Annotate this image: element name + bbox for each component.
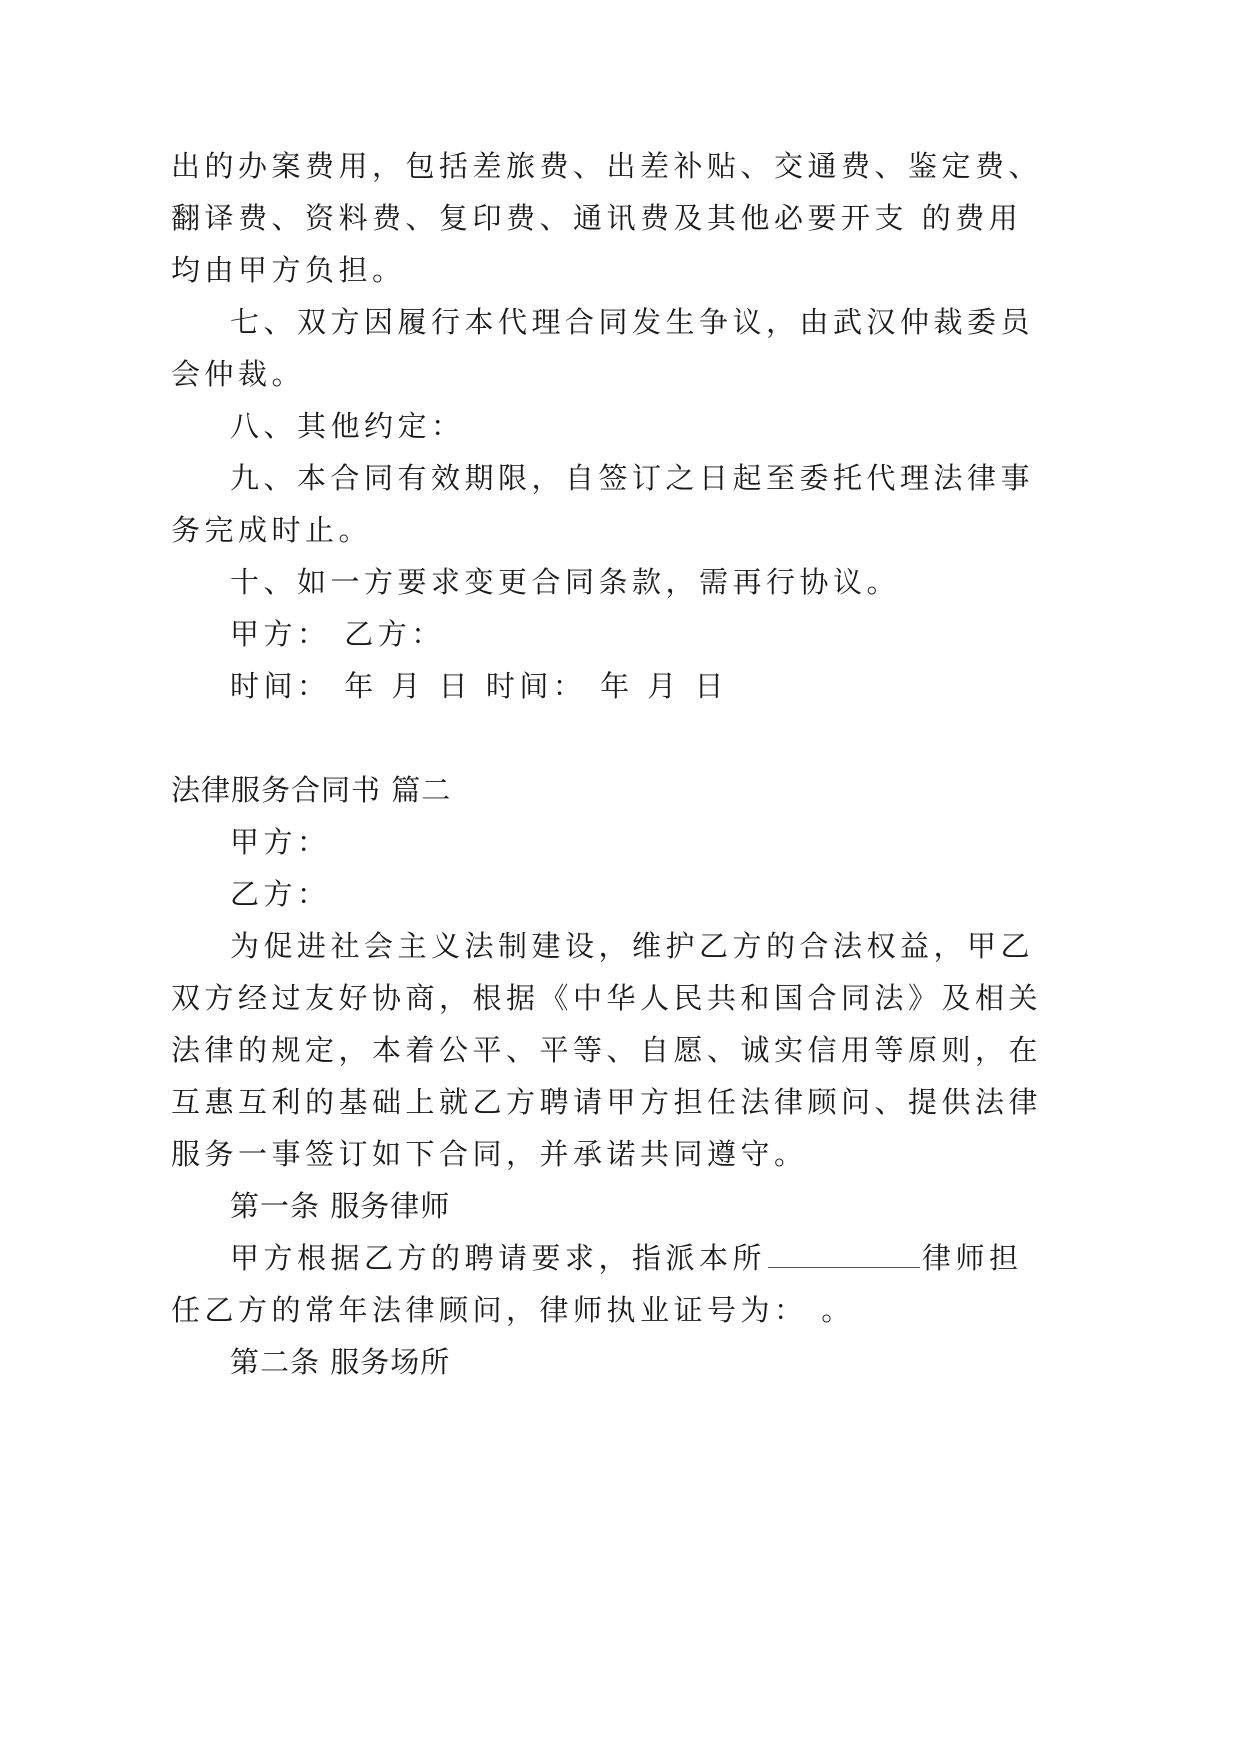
article-1-text-after-blank: 律师担 <box>922 1241 1023 1275</box>
paragraph-line: 出的办案费用，包括差旅费、出差补贴、交通费、鉴定费、 <box>171 149 1043 183</box>
article-2-title: 第二条 服务场所 <box>230 1345 451 1379</box>
party-a-label: 甲方： <box>230 825 331 859</box>
intro-line: 法律的规定，本着公平、平等、自愿、诚实信用等原则，在 <box>171 1033 1043 1067</box>
paragraph-line: 翻译费、资料费、复印费、通讯费及其他必要开支 的费用 <box>171 201 1023 235</box>
paragraph-line: 均由甲方负担。 <box>171 253 406 287</box>
intro-line: 双方经过友好协商，根据《中华人民共和国合同法》及相关 <box>171 981 1043 1015</box>
intro-line: 互惠互利的基础上就乙方聘请甲方担任法律顾问、提供法律 <box>171 1085 1043 1119</box>
article-1-line <box>230 1238 1023 1278</box>
intro-line: 为促进社会主义法制建设，维护乙方的合法权益，甲乙 <box>230 929 1035 963</box>
clause-9-line: 九、本合同有效期限，自签订之日起至委托代理法律事 <box>230 461 1035 495</box>
clause-10: 十、如一方要求变更合同条款，需再行协议。 <box>230 565 901 599</box>
article-1-line: 任乙方的常年法律顾问，律师执业证号为： 。 <box>171 1293 855 1327</box>
clause-7-line: 七、双方因履行本代理合同发生争议，由武汉仲裁委员 <box>230 305 1035 339</box>
signature-time: 时间： 年 月 日 时间： 年 月 日 <box>230 669 729 703</box>
clause-7-line: 会仲裁。 <box>171 357 306 391</box>
article-1-title: 第一条 服务律师 <box>230 1189 451 1223</box>
section-title: 法律服务合同书 篇二 <box>171 773 452 807</box>
article-1-text-before-blank: 甲方根据乙方的聘请要求，指派本所 <box>230 1241 767 1275</box>
clause-9-line: 务完成时止。 <box>171 513 373 547</box>
party-b-label: 乙方： <box>230 877 331 911</box>
clause-8: 八、其他约定： <box>230 409 465 443</box>
lawyer-name-blank <box>768 1241 920 1268</box>
intro-line: 服务一事签订如下合同，并承诺共同遵守。 <box>171 1137 808 1171</box>
signature-parties: 甲方： 乙方： <box>230 617 445 651</box>
